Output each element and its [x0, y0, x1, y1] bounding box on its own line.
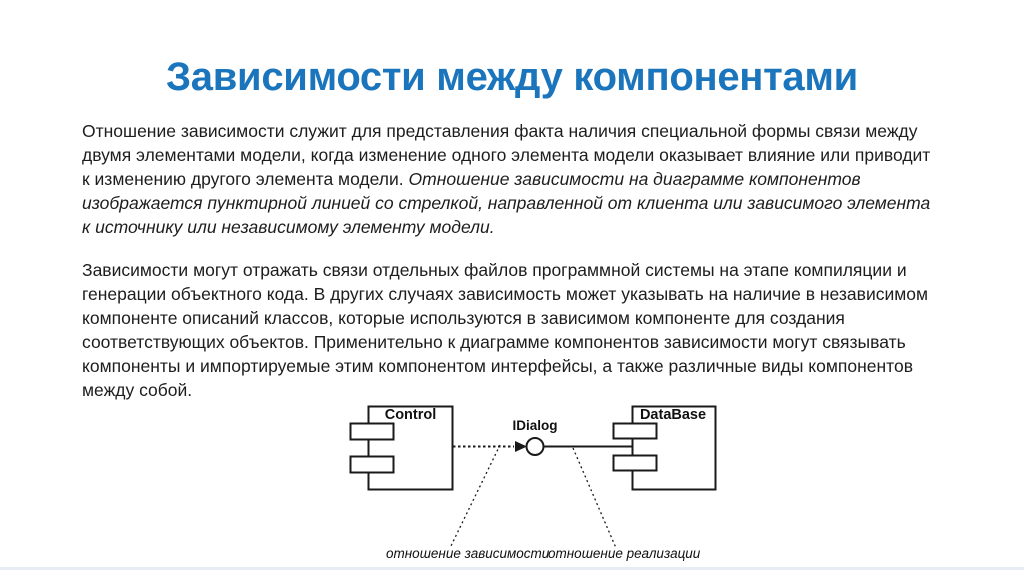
paragraph-dependency-usage	[82, 258, 930, 402]
database-component-label: DataBase	[639, 407, 707, 423]
text-run-regular: к изменению другого элемента модели.	[82, 169, 409, 189]
database-tab-top	[614, 424, 657, 439]
realization-callout-line	[573, 448, 616, 548]
database-tab-bottom	[614, 456, 657, 471]
body-text	[82, 119, 930, 402]
text-line: изображается пунктирной линией со стрелкой, направленной от клиента или зависимого элемента	[82, 193, 931, 213]
control-tab-top	[351, 424, 394, 440]
text-line	[82, 167, 930, 191]
page-title: Зависимости между компонентами	[166, 55, 858, 99]
control-tab-bottom	[351, 457, 394, 473]
text-line: компоненте описаний классов, которые используются в зависимом компоненте для создания	[82, 308, 845, 328]
interface-label: IDialog	[512, 418, 558, 433]
text-line: компоненты и импортируемые этим компонентом интерфейсы, а также различные виды компонентов	[82, 356, 914, 376]
interface-lollipop-icon	[527, 438, 544, 455]
text-line: соответствующих объектов. Применительно к диаграмме компонентов зависимости могут связывать	[82, 332, 906, 352]
text-line: Зависимости могут отражать связи отдельных файлов программной системы на этапе компиляции и	[82, 260, 907, 280]
text-run-italic: Отношение зависимости на диаграмме компонентов	[408, 169, 861, 189]
slide-bottom-edge	[0, 567, 1024, 570]
text-line: генерации объектного кода. В других случаях зависимость может указывать на наличие в независимом	[82, 284, 929, 304]
realization-caption: отношение реализации	[548, 546, 701, 561]
text-line: между собой.	[82, 380, 193, 400]
text-line: Отношение зависимости служит для представления факта наличия специальной формы связи между	[82, 121, 918, 141]
dependency-callout-line	[450, 445, 500, 548]
text-line: двумя элементами модели, когда изменение одного элемента модели оказывает влияние или приводит	[82, 145, 931, 165]
text-line: к источнику или независимому элементу модели.	[82, 217, 495, 237]
paragraph-dependency-definition	[82, 119, 930, 239]
uml-component-diagram	[340, 400, 720, 570]
dependency-arrowhead-icon	[515, 441, 527, 452]
control-component-label: Control	[384, 407, 437, 423]
dependency-caption: отношение зависимости	[386, 546, 550, 561]
